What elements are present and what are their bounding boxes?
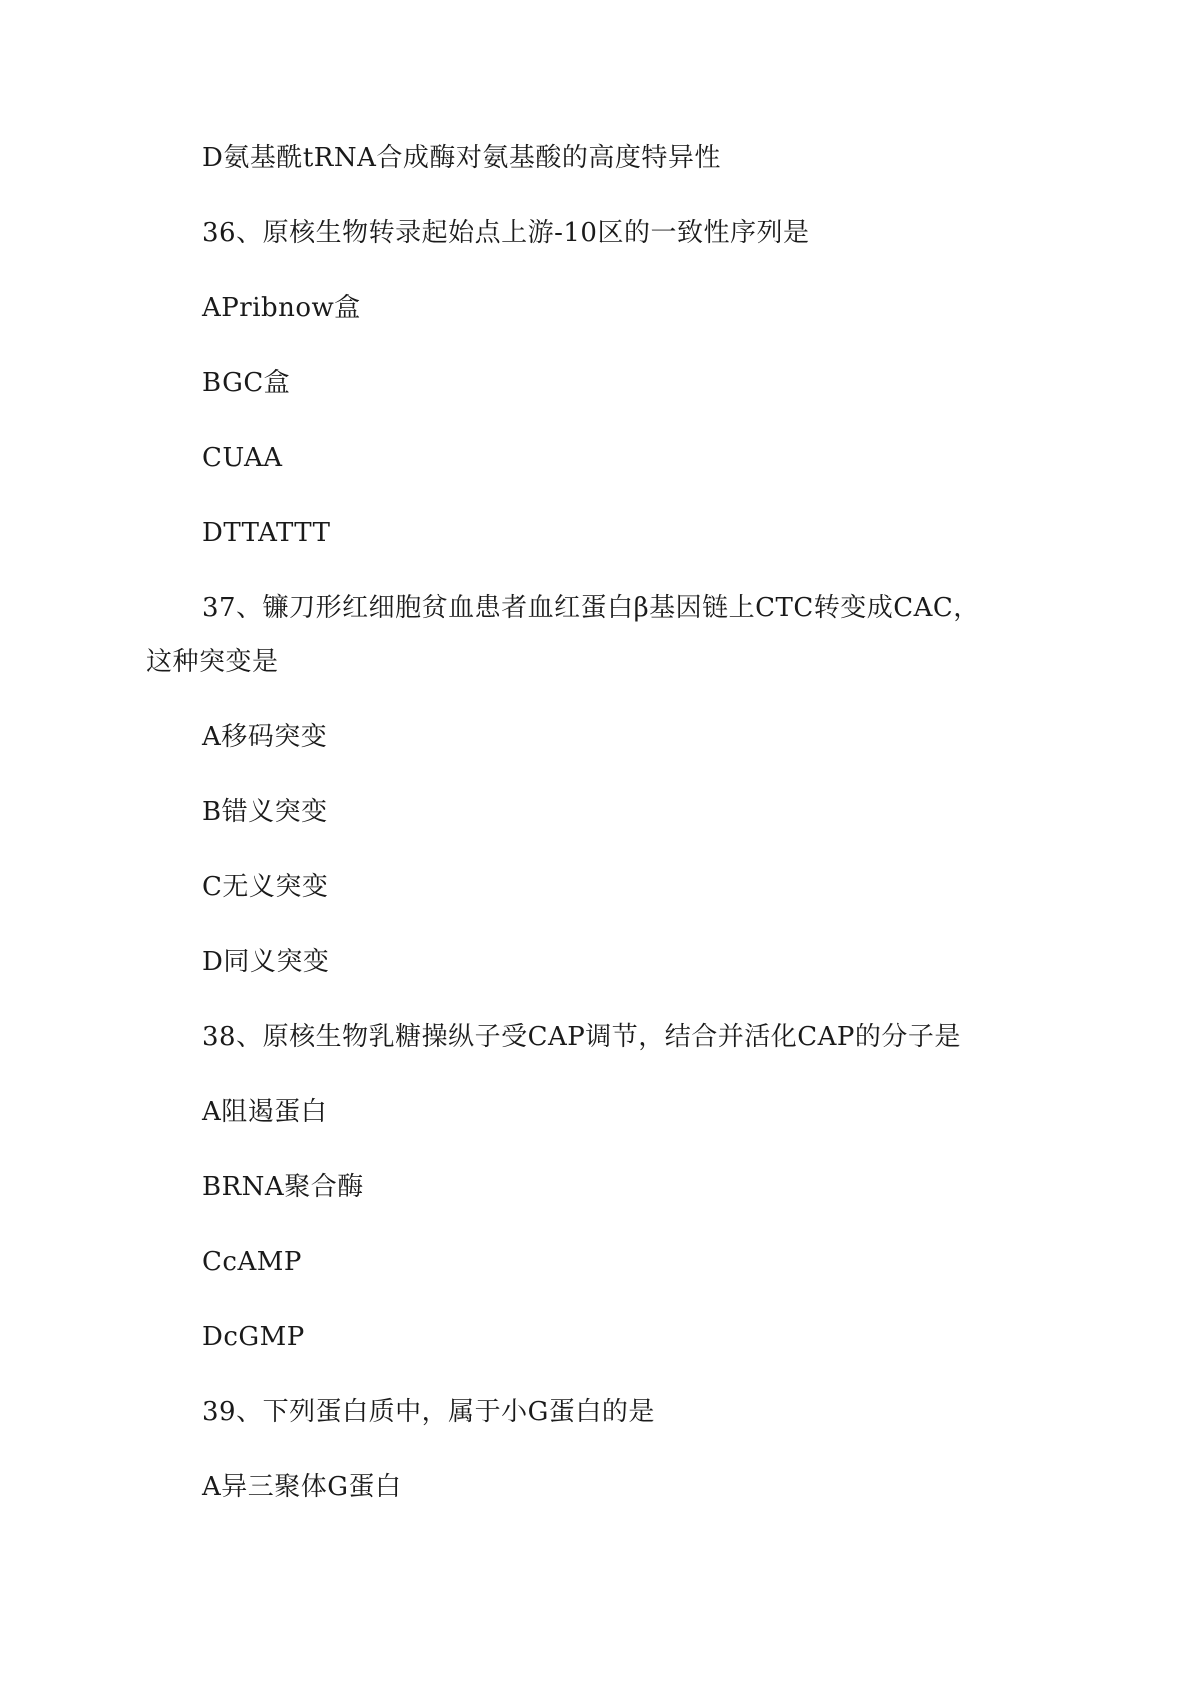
option-36-c: CUAA: [202, 443, 283, 473]
question-37-continued: 这种突变是: [146, 647, 279, 677]
question-36: 36、原核生物转录起始点上游-10区的一致性序列是: [202, 218, 810, 248]
option-38-d: DcGMP: [202, 1322, 305, 1352]
option-37-c: C无义突变: [202, 872, 329, 902]
option-37-a: A移码突变: [202, 722, 328, 752]
option-39-a: A异三聚体G蛋白: [202, 1472, 402, 1502]
option-36-b: BGC盒: [202, 368, 291, 398]
question-38: 38、原核生物乳糖操纵子受CAP调节，结合并活化CAP的分子是: [202, 1022, 961, 1052]
option-35-d: D氨基酰tRNA合成酶对氨基酸的高度特异性: [202, 143, 721, 173]
option-38-a: A阻遏蛋白: [202, 1097, 328, 1127]
question-39: 39、下列蛋白质中，属于小G蛋白的是: [202, 1397, 655, 1427]
option-36-d: DTTATTT: [202, 518, 331, 548]
option-38-b: BRNA聚合酶: [202, 1172, 364, 1202]
option-37-b: B错义突变: [202, 797, 328, 827]
option-36-a: APribnow盒: [202, 293, 361, 323]
option-38-c: CcAMP: [202, 1247, 302, 1277]
question-37: 37、镰刀形红细胞贫血患者血红蛋白β基因链上CTC转变成CAC，: [202, 593, 980, 623]
option-37-d: D同义突变: [202, 947, 330, 977]
